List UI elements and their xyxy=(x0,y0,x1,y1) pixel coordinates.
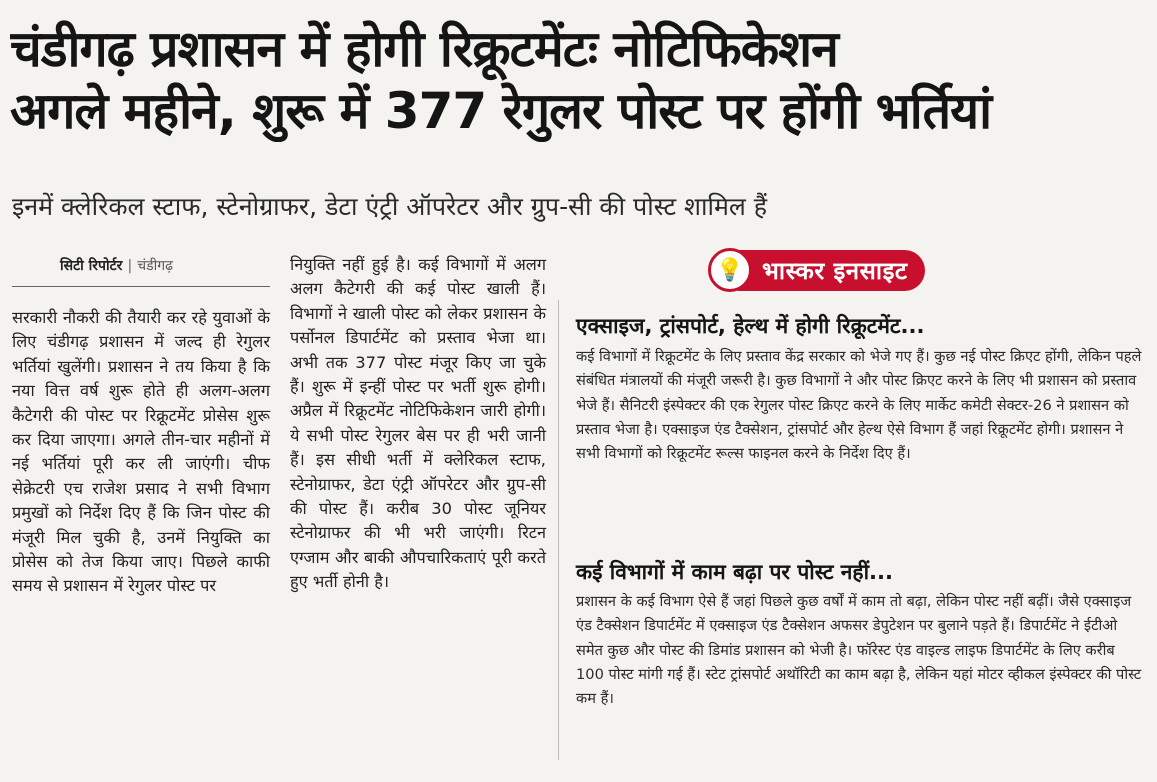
insight-section-1-heading: एक्साइज, ट्रांसपोर्ट, हेल्थ में होगी रिक्रूटमेंट... xyxy=(576,314,925,338)
byline xyxy=(60,256,173,275)
article-column-2 xyxy=(290,253,546,595)
byline-rule xyxy=(12,286,270,287)
insight-section-1-body xyxy=(576,345,1146,466)
insight-section-1-text: कई विभागों में रिक्रूटमेंट के लिए प्रस्ताव केंद्र सरकार को भेजे गए हैं। कुछ नई पोस्ट क्रिएट होंगी, लेकिन पहले संबंधित मंत्रालयों की मंजूरी जरूरी है। कुछ विभागों ने और पोस्ट क्रिएट करने के लिए भी प्रशासन को प्रस्ताव भेजे हैं। सैनिटरी इंस्पेक्टर की एक रेगुलर पोस्ट क्रिएट करने के लिए मार्केट कमेटी सेक्टर-26 ने प्रशासन को प्रस्ताव भेजा है। एक्साइज एंड टैक्सेशन, ट्रांसपोर्ट और हेल्थ ऐसे विभाग हैं जहां रिक्रूटमेंट होगी। प्रशासन ने सभी विभागों को रिक्रूटमेंट रूल्स फाइनल करने के निर्देश दिए हैं। xyxy=(576,348,1142,463)
column-divider xyxy=(558,300,559,760)
insight-section-2-heading: कई विभागों में काम बढ़ा पर पोस्ट नहीं... xyxy=(576,560,893,584)
article-paragraph: सरकारी नौकरी की तैयारी कर रहे युवाओं के लिए चंडीगढ़ प्रशासन में जल्द ही रेगुलर भर्तियां खुलेंगी। प्रशासन ने तय किया है कि नया वित्त वर्ष शुरू होते ही अलग-अलग कैटेगरी की पोस्ट पर रिक्रूटमेंट प्रोसेस शुरू कर दिया जाएगा। अगले तीन-चार महीनों में नई भर्तियां पूरी कर ली जाएंगी। चीफ सेक्रेटरी एच राजेश प्रसाद ने सभी विभाग प्रमुखों को निर्देश दिए हैं कि जिन पोस्ट की मंजूरी मिल चुकी है, उनमें नियुक्ति का प्रोसेस को तेज किया जाए। पिछले काफी समय से प्रशासन में रेगुलर पोस्ट पर xyxy=(12,308,270,596)
lightbulb-icon: 💡 xyxy=(708,248,752,292)
headline xyxy=(10,18,1150,142)
insight-section-2-body xyxy=(576,590,1146,711)
insight-section-2-text: प्रशासन के कई विभाग ऐसे हैं जहां पिछले कुछ वर्षों में काम तो बढ़ा, लेकिन पोस्ट नहीं बढ़ीं। जैसे एक्साइज एंड टैक्सेशन डिपार्टमेंट में एक्साइज एंड टैक्सेशन अफसर डेपुटेशन पर बुलाने पड़ते हैं। डिपार्टमेंट ने ईटीओ समेत कुछ और पोस्ट की डिमांड प्रशासन को भेजी है। फॉरेस्ट एंड वाइल्ड लाइफ डिपार्टमेंट के लिए करीब 100 पोस्ट मांगी गई हैं। स्टेट ट्रांसपोर्ट अथॉरिटी का काम बढ़ा है, लेकिन यहां मोटर व्हीकल इंस्पेक्टर की पोस्ट कम हैं। xyxy=(576,593,1142,708)
byline-place: चंडीगढ़ xyxy=(137,258,174,274)
byline-separator: | xyxy=(127,258,133,274)
headline-line-1: चंडीगढ़ प्रशासन में होगी रिक्रूटमेंटः नोटिफिकेशन xyxy=(10,20,838,78)
article-column-1 xyxy=(12,306,270,599)
article-paragraph: नियुक्ति नहीं हुई है। कई विभागों में अलग अलग कैटेगरी की कई पोस्ट खाली हैं। विभागों ने खाली पोस्ट को लेकर प्रशासन के पर्सोनल डिपार्टमेंट को प्रस्ताव भेजा था। अभी तक 377 पोस्ट मंजूर किए जा चुके हैं। शुरू में इन्हीं पोस्ट पर भर्ती शुरू होगी। अप्रैल में रिक्रूटमेंट नोटिफिकेशन जारी होगी। ये सभी पोस्ट रेगुलर बेस पर ही भरी जानी हैं। इस सीधी भर्ती में क्लेरिकल स्टाफ, स्टेनोग्राफर, डेटा एंट्री ऑपरेटर और ग्रुप-सी की पोस्ट हैं। करीब 30 पोस्ट जूनियर स्टेनोग्राफर की भी भरी जाएंगी। रिटन एग्जाम और बाकी औपचारिकताएं पूरी करते हुए भर्ती होनी है। xyxy=(290,255,546,592)
insight-badge xyxy=(708,248,925,292)
headline-line-2: अगले महीने, शुरू में 377 रेगुलर पोस्ट पर होंगी भर्तियां xyxy=(10,82,992,140)
byline-reporter: सिटी रिपोर्टर xyxy=(60,258,123,274)
insight-badge-label: भास्कर इनसाइट xyxy=(738,250,925,291)
subheadline: इनमें क्लेरिकल स्टाफ, स्टेनोग्राफर, डेटा एंट्री ऑपरेटर और ग्रुप-सी की पोस्ट शामिल हैं xyxy=(12,192,768,221)
